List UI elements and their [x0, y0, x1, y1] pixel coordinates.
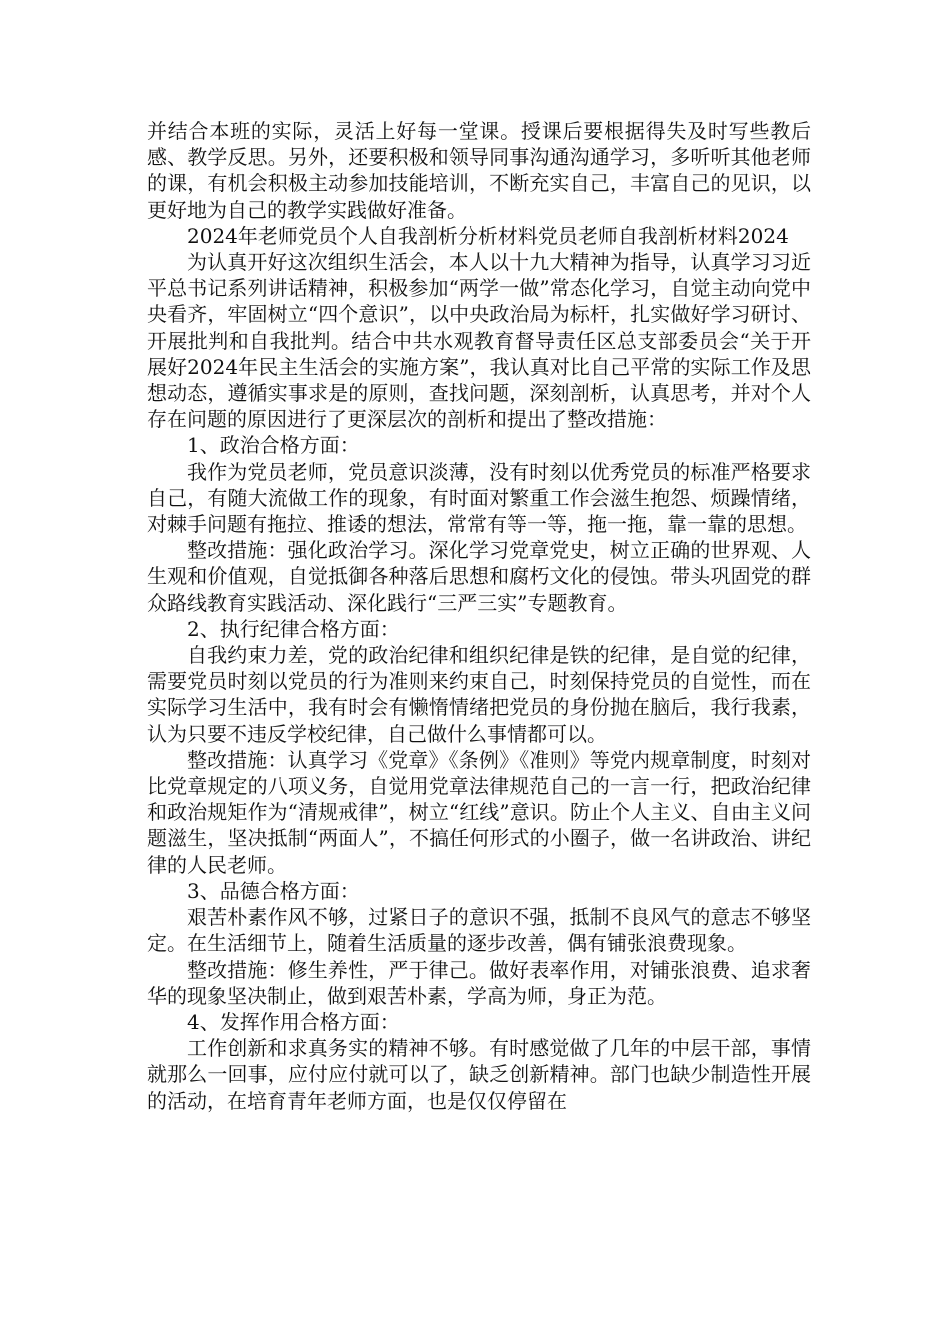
- paragraph-political-measures: 整改措施：强化政治学习。深化学习党章党史，树立正确的世界观、人生观和价值观，自觉抵御各种落后思想和腐朽文化的侵蚀。带头巩固党的群众路线教育实践活动、深化践行“三严三实”专题教育。: [147, 538, 811, 615]
- paragraph-morality-measures: 整改措施：修生养性，严于律己。做好表率作用，对铺张浪费、追求奢华的现象坚决制止，做到艰苦朴素，学高为师，身正为范。: [147, 957, 811, 1008]
- paragraph-discipline-issue: 自我约束力差，党的政治纪律和组织纪律是铁的纪律，是自觉的纪律，需要党员时刻以党员的行为准则来约束自己，时刻保持党员的自觉性，而在实际学习生活中，我有时会有懒惰情绪把党员的身份抛在脑后，我行我素，认为只要不违反学校纪律，自己做什么事情都可以。: [147, 643, 811, 746]
- paragraph-continuation: 并结合本班的实际，灵活上好每一堂课。授课后要根据得失及时写些教后感、教学反思。另外，还要积极和领导同事沟通沟通学习，多听听其他老师的课，有机会积极主动参加技能培训，不断充实自己，丰富自己的见识，以更好地为自己的教学实践做好准备。: [147, 119, 811, 222]
- paragraph-morality-issue: 艰苦朴素作风不够，过紧日子的意识不强，抵制不良风气的意志不够坚定。在生活细节上，随着生活质量的逐步改善，偶有铺张浪费现象。: [147, 905, 811, 956]
- section-heading-morality: 3、品德合格方面：: [187, 878, 360, 903]
- section-heading-role: 4、发挥作用合格方面：: [187, 1009, 400, 1034]
- section-heading-political: 1、政治合格方面：: [187, 433, 360, 458]
- paragraph-discipline-measures: 整改措施：认真学习《党章》《条例》《准则》等党内规章制度，时刻对比党章规定的八项义务，自觉用党章法律规范自己的一言一行，把政治纪律和政治规矩作为“清规戒律”，树立“红线”意识。防止个人主义、自由主义问题滋生，坚决抵制“两面人”，不搞任何形式的小圈子，做一名讲政治、讲纪律的人民老师。: [147, 747, 811, 877]
- paragraph-role-issue: 工作创新和求真务实的精神不够。有时感觉做了几年的中层干部，事情就那么一回事，应付应付就可以了，缺乏创新精神。部门也缺少制造性开展的活动，在培育青年老师方面，也是仅仅停留在: [147, 1036, 811, 1113]
- paragraph-intro: 为认真开好这次组织生活会，本人以十九大精神为指导，认真学习习近平总书记系列讲话精神，积极参加“两学一做”常态化学习，自觉主动向党中央看齐，牢固树立“四个意识”，以中央政治局为标杆，扎实做好学习研讨、开展批判和自我批判。结合中共水观教育督导责任区总支部委员会“关于开展好2024年民主生活会的实施方案”，我认真对比自己平常的实际工作及思想动态，遵循实事求是的原则，查找问题，深刻剖析，认真思考，并对个人存在问题的原因进行了更深层次的剖析和提出了整改措施：: [147, 250, 811, 432]
- document-title: 2024年老师党员个人自我剖析分析材料党员老师自我剖析材料2024: [187, 223, 789, 248]
- document-body: [147, 118, 811, 1114]
- paragraph-political-issue: 我作为党员老师，党员意识淡薄，没有时刻以优秀党员的标准严格要求自己，有随大流做工作的现象，有时面对繁重工作会滋生抱怨、烦躁情绪，对棘手问题有拖拉、推诿的想法，常常有等一等，拖一拖，靠一靠的思想。: [147, 459, 811, 537]
- section-heading-discipline: 2、执行纪律合格方面：: [187, 616, 400, 641]
